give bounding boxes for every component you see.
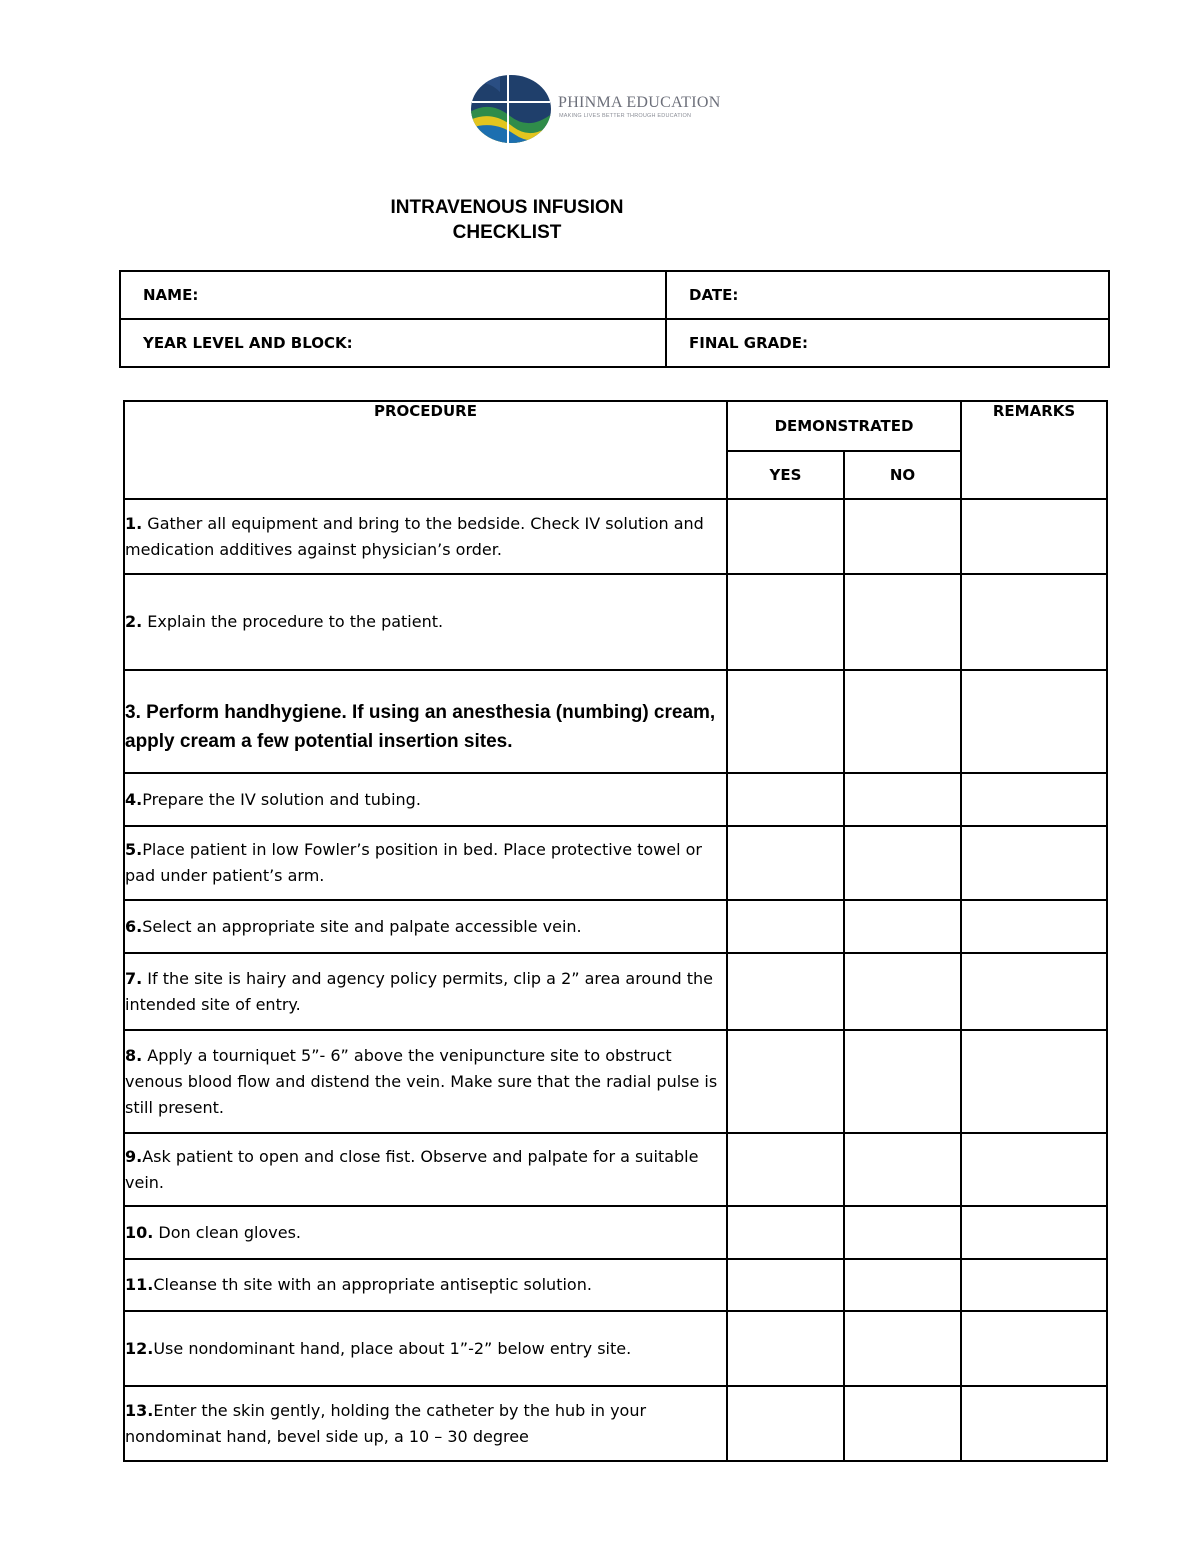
no-checkbox-cell[interactable] xyxy=(844,1311,961,1386)
step-description: Enter the skin gently, holding the catheter by the hub in your nondominat hand, bevel side up, a 10 – 30 degree xyxy=(125,1400,647,1446)
step-text xyxy=(124,1133,727,1206)
brand-name: PHINMA EDUCATION xyxy=(558,94,721,111)
step-description: Ask patient to open and close fist. Observe and palpate for a suitable vein. xyxy=(125,1146,699,1192)
no-checkbox-cell[interactable] xyxy=(844,826,961,900)
no-checkbox-cell[interactable] xyxy=(844,670,961,773)
yes-checkbox-cell[interactable] xyxy=(727,499,844,574)
no-header: NO xyxy=(844,451,961,499)
remarks-cell[interactable] xyxy=(961,953,1107,1030)
yes-header: YES xyxy=(727,451,844,499)
year-level-field[interactable]: YEAR LEVEL AND BLOCK: xyxy=(120,319,666,367)
no-checkbox-cell[interactable] xyxy=(844,1133,961,1206)
yes-checkbox-cell[interactable] xyxy=(727,773,844,826)
table-row xyxy=(124,574,1107,670)
final-grade-field[interactable]: FINAL GRADE: xyxy=(666,319,1109,367)
step-description: Perform handhygiene. If using an anesthesia (numbing) cream, apply cream a few potential insertion sites. xyxy=(125,701,716,752)
step-text xyxy=(124,826,727,900)
step-description: Place patient in low Fowler’s position in bed. Place protective towel or pad under patient’s arm. xyxy=(125,840,703,885)
remarks-cell[interactable] xyxy=(961,670,1107,773)
remarks-header: REMARKS xyxy=(961,401,1107,499)
step-text xyxy=(124,499,727,574)
remarks-cell[interactable] xyxy=(961,900,1107,953)
step-description: Cleanse th site with an appropriate antiseptic solution. xyxy=(153,1275,592,1294)
remarks-cell[interactable] xyxy=(961,826,1107,900)
yes-checkbox-cell[interactable] xyxy=(727,574,844,670)
remarks-cell[interactable] xyxy=(961,1259,1107,1311)
page-subtitle: CHECKLIST xyxy=(452,222,562,243)
step-description: Select an appropriate site and palpate accessible vein. xyxy=(142,916,582,936)
name-field[interactable]: NAME: xyxy=(120,271,666,319)
yes-checkbox-cell[interactable] xyxy=(727,1386,844,1461)
step-description: Explain the procedure to the patient. xyxy=(142,612,444,631)
yes-checkbox-cell[interactable] xyxy=(727,826,844,900)
no-checkbox-cell[interactable] xyxy=(844,773,961,826)
step-number: 1. xyxy=(125,513,143,533)
no-checkbox-cell[interactable] xyxy=(844,574,961,670)
table-row xyxy=(124,499,1107,574)
step-text xyxy=(124,670,727,773)
step-number: 7. xyxy=(125,968,143,988)
table-row xyxy=(124,1206,1107,1259)
yes-checkbox-cell[interactable] xyxy=(727,1133,844,1206)
step-description: Gather all equipment and bring to the bedside. Check IV solution and medication additives against physician’s order. xyxy=(125,513,704,559)
step-text xyxy=(124,900,727,953)
step-text xyxy=(124,1206,727,1259)
step-text xyxy=(124,1259,727,1311)
step-number: 6. xyxy=(125,916,143,936)
step-text xyxy=(124,574,727,670)
no-checkbox-cell[interactable] xyxy=(844,1259,961,1311)
remarks-cell[interactable] xyxy=(961,1206,1107,1259)
remarks-cell[interactable] xyxy=(961,1311,1107,1386)
step-text xyxy=(124,953,727,1030)
step-description: Don clean gloves. xyxy=(153,1222,302,1242)
table-row xyxy=(124,1030,1107,1133)
student-info-table xyxy=(119,270,1110,368)
step-text xyxy=(124,773,727,826)
phinma-logo xyxy=(470,72,740,146)
remarks-cell[interactable] xyxy=(961,773,1107,826)
step-number: 12. xyxy=(125,1338,154,1358)
table-row xyxy=(124,1386,1107,1461)
yes-checkbox-cell[interactable] xyxy=(727,900,844,953)
remarks-cell[interactable] xyxy=(961,1133,1107,1206)
step-number: 3. xyxy=(125,701,141,723)
remarks-cell[interactable] xyxy=(961,1030,1107,1133)
table-row xyxy=(124,1133,1107,1206)
brand-tagline: MAKING LIVES BETTER THROUGH EDUCATION xyxy=(559,113,692,119)
step-number: 4. xyxy=(125,789,143,809)
demonstrated-header: DEMONSTRATED xyxy=(727,401,961,451)
date-field[interactable]: DATE: xyxy=(666,271,1109,319)
table-row xyxy=(124,1311,1107,1386)
table-row xyxy=(124,1259,1107,1311)
yes-checkbox-cell[interactable] xyxy=(727,1030,844,1133)
step-number: 9. xyxy=(125,1146,143,1166)
remarks-cell[interactable] xyxy=(961,1386,1107,1461)
yes-checkbox-cell[interactable] xyxy=(727,953,844,1030)
yes-checkbox-cell[interactable] xyxy=(727,1259,844,1311)
table-row xyxy=(124,953,1107,1030)
step-description: Prepare the IV solution and tubing. xyxy=(142,789,421,809)
step-text xyxy=(124,1030,727,1133)
procedure-header: PROCEDURE xyxy=(124,401,727,499)
remarks-cell[interactable] xyxy=(961,574,1107,670)
remarks-cell[interactable] xyxy=(961,499,1107,574)
no-checkbox-cell[interactable] xyxy=(844,1206,961,1259)
table-row xyxy=(124,670,1107,773)
no-checkbox-cell[interactable] xyxy=(844,900,961,953)
step-number: 13. xyxy=(125,1400,154,1420)
no-checkbox-cell[interactable] xyxy=(844,499,961,574)
procedure-checklist-table xyxy=(123,400,1108,1462)
step-description: Use nondominant hand, place about 1”-2” below entry site. xyxy=(153,1338,632,1358)
logo-emblem-icon xyxy=(470,72,554,146)
yes-checkbox-cell[interactable] xyxy=(727,670,844,773)
no-checkbox-cell[interactable] xyxy=(844,1386,961,1461)
step-description: If the site is hairy and agency policy permits, clip a 2” area around the intended site of entry. xyxy=(125,968,713,1014)
table-row xyxy=(124,900,1107,953)
step-number: 10. xyxy=(125,1222,154,1242)
no-checkbox-cell[interactable] xyxy=(844,953,961,1030)
table-row xyxy=(124,826,1107,900)
step-number: 8. xyxy=(125,1045,143,1065)
step-description: Apply a tourniquet 5”- 6” above the venipuncture site to obstruct venous blood flow and distend the vein. Make sure that the radial pulse is still present. xyxy=(125,1045,718,1117)
page-title: INTRAVENOUS INFUSION xyxy=(390,197,624,218)
yes-checkbox-cell[interactable] xyxy=(727,1311,844,1386)
step-number: 11. xyxy=(125,1275,154,1294)
step-text xyxy=(124,1311,727,1386)
table-row xyxy=(124,773,1107,826)
step-number: 2. xyxy=(125,612,143,631)
step-text xyxy=(124,1386,727,1461)
no-checkbox-cell[interactable] xyxy=(844,1030,961,1133)
yes-checkbox-cell[interactable] xyxy=(727,1206,844,1259)
step-number: 5. xyxy=(125,840,143,859)
